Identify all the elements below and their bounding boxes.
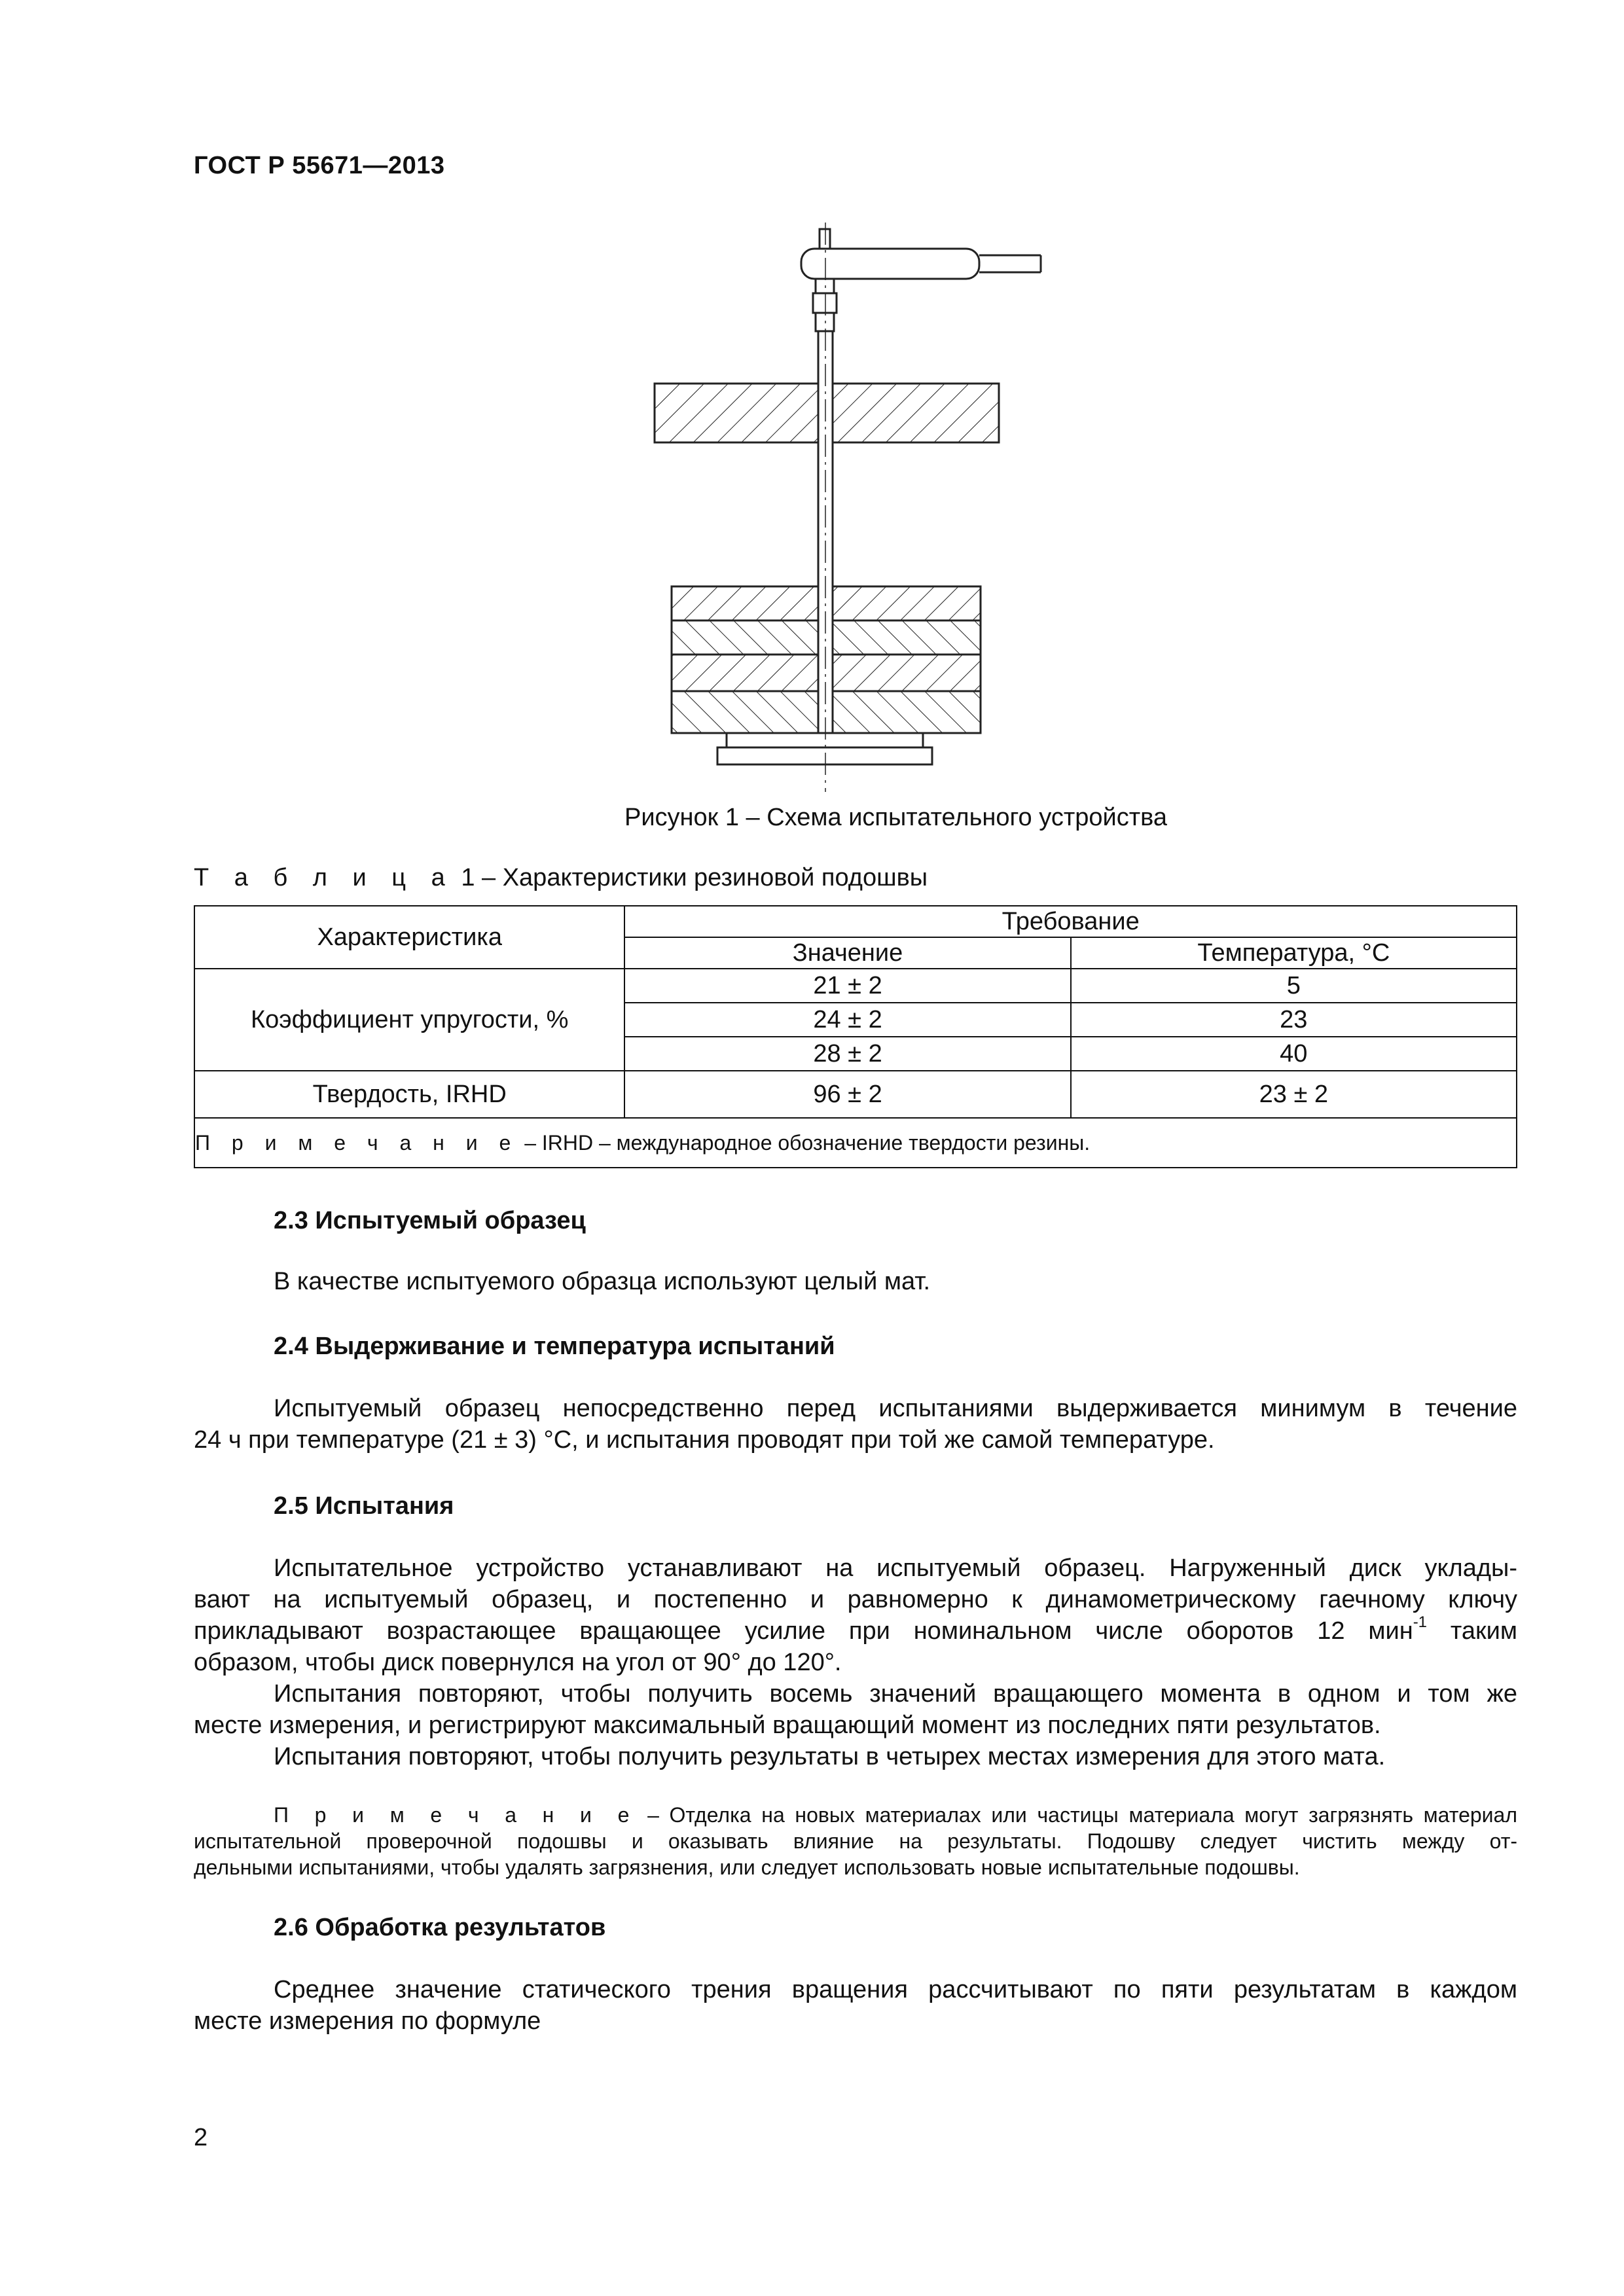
section-2-6-title: 2.6 Обработка результатов bbox=[274, 1914, 606, 1941]
paragraph-line: образом, чтобы диск повернулся на угол от 90° до 120°. bbox=[194, 1649, 842, 1676]
table-header-row bbox=[194, 906, 1517, 937]
table-cell-temperature: 23 ± 2 bbox=[1071, 1071, 1517, 1118]
section-2-5-title: 2.5 Испытания bbox=[274, 1492, 454, 1520]
table-cell-temperature: 23 bbox=[1071, 1003, 1517, 1037]
paragraph-line: Испытательное устройство устанавливают на испытуемый образец. Нагруженный диск уклады- bbox=[274, 1554, 1517, 1582]
table-cell-temperature: 40 bbox=[1071, 1037, 1517, 1071]
line-part: прикладывают возрастающее вращающее усилие при номинальном числе оборотов 12 мин bbox=[194, 1617, 1413, 1645]
table-row bbox=[194, 969, 1517, 1003]
section-2-3-title: 2.3 Испытуемый образец bbox=[274, 1207, 586, 1234]
exponent: -1 bbox=[1413, 1613, 1428, 1631]
header-temperature: Температура, °С bbox=[1071, 937, 1517, 969]
elasticity-label: Коэффициент упругости, % bbox=[194, 969, 624, 1071]
weight-stack bbox=[672, 586, 981, 733]
paragraph-line bbox=[194, 1615, 1517, 1647]
document-header: ГОСТ Р 55671—2013 bbox=[194, 152, 445, 179]
section-2-4-text bbox=[194, 1393, 1517, 1456]
section-2-5-text bbox=[194, 1552, 1517, 1772]
table-cell-temperature: 5 bbox=[1071, 969, 1517, 1003]
wrench-handle bbox=[801, 229, 1041, 331]
line-part: таким bbox=[1427, 1617, 1517, 1645]
rubber-sole-disc bbox=[717, 733, 932, 764]
table-word: Т а б л и ц а bbox=[194, 864, 454, 891]
note-label: П р и м е ч а н и е bbox=[195, 1130, 519, 1155]
figure-caption: Рисунок 1 – Схема испытательного устройства bbox=[624, 804, 1168, 831]
header-requirement: Требование bbox=[624, 906, 1517, 937]
page-number: 2 bbox=[194, 2124, 208, 2151]
test-device-diagram bbox=[648, 223, 1054, 798]
paragraph-line: Испытуемый образец непосредственно перед испытаниями выдерживается минимум в течение bbox=[274, 1395, 1517, 1422]
paragraph-line: Испытания повторяют, чтобы получить восемь значений вращающего момента в одном и том же bbox=[274, 1680, 1517, 1708]
table-note bbox=[194, 1118, 1517, 1168]
section-2-5-note bbox=[194, 1802, 1517, 1880]
section-2-6-text bbox=[194, 1974, 1517, 2037]
note-line: испытательной проверочной подошвы и оказывать влияние на результаты. Подошву следует чистить между от- bbox=[194, 1829, 1517, 1853]
paragraph-line: месте измерения, и регистрируют максимальный вращающий момент из последних пяти результатов. bbox=[194, 1712, 1381, 1739]
hardness-label: Твердость, IRHD bbox=[194, 1071, 624, 1118]
table-row bbox=[194, 1071, 1517, 1118]
table-cell-value: 28 ± 2 bbox=[624, 1037, 1070, 1071]
header-value: Значение bbox=[624, 937, 1070, 969]
note-line bbox=[194, 1802, 1517, 1828]
paragraph-line: В качестве испытуемого образца используют целый мат. bbox=[274, 1268, 931, 1295]
upper-plate bbox=[655, 384, 999, 442]
header-characteristic: Характеристика bbox=[194, 906, 624, 969]
note-text: – IRHD – международное обозначение твердости резины. bbox=[518, 1130, 1091, 1155]
paragraph-line: вают на испытуемый образец, и постепенно и равномерно к динамометрическому гаечному ключу bbox=[194, 1586, 1517, 1613]
table-cell-value: 21 ± 2 bbox=[624, 969, 1070, 1003]
table-title bbox=[194, 864, 928, 892]
paragraph-line: месте измерения по формуле bbox=[194, 2007, 541, 2035]
table-cell-value: 24 ± 2 bbox=[624, 1003, 1070, 1037]
table-cell-value: 96 ± 2 bbox=[624, 1071, 1070, 1118]
section-2-4-title: 2.4 Выдерживание и температура испытаний bbox=[274, 1333, 835, 1360]
note-label: П р и м е ч а н и е bbox=[274, 1803, 638, 1827]
note-text: – Отделка на новых материалах или частицы материала могут загрязнять материал bbox=[637, 1803, 1518, 1827]
table-title-text: 1 – Характеристики резиновой подошвы bbox=[454, 864, 928, 891]
paragraph-line: Среднее значение статического трения вращения рассчитывают по пяти результатам в каждом bbox=[274, 1976, 1517, 2003]
table-note-row bbox=[194, 1118, 1517, 1168]
paragraph-line: Испытания повторяют, чтобы получить результаты в четырех местах измерения для этого мата. bbox=[274, 1743, 1386, 1770]
paragraph-line: 24 ч при температуре (21 ± 3) °С, и испытания проводят при той же самой температуре. bbox=[194, 1426, 1215, 1454]
section-2-3-text bbox=[194, 1266, 1517, 1297]
characteristics-table bbox=[194, 905, 1517, 1168]
note-line: дельными испытаниями, чтобы удалять загрязнения, или следует использовать новые испытательные подошвы. bbox=[194, 1856, 1300, 1879]
